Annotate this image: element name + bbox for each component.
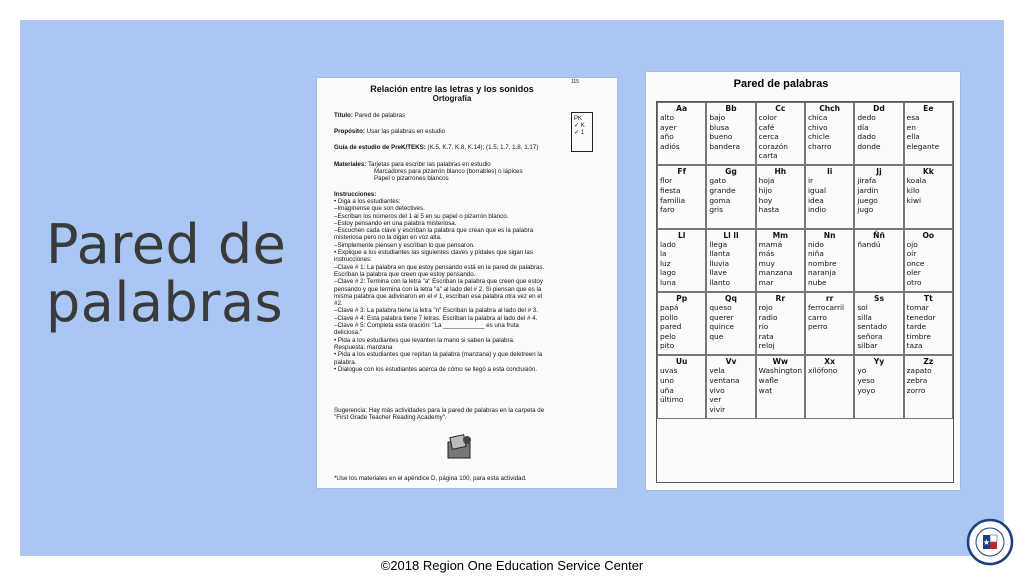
- word: Washington: [758, 366, 803, 376]
- word-wall-cell: [756, 229, 805, 292]
- word: otro: [906, 278, 922, 288]
- word: silla: [857, 312, 872, 322]
- materials-line-3: Papel o pizarrones blancos: [374, 175, 449, 182]
- letter-header: Ee: [923, 104, 934, 113]
- instruction-line: Respuesta: manzana: [334, 343, 393, 351]
- word: uno: [660, 375, 674, 385]
- word: quince: [709, 322, 735, 332]
- word: ventana: [709, 375, 740, 385]
- word: dado: [857, 132, 876, 142]
- letter-header: Ll ll: [723, 230, 739, 240]
- word: ver: [709, 395, 722, 405]
- word: señora: [857, 331, 883, 341]
- instruction-line: –Imagínense que son detectives.: [334, 205, 425, 213]
- word: chica: [807, 113, 828, 122]
- letter-header: Oo: [922, 230, 935, 240]
- letter-header: Jj: [876, 167, 882, 177]
- word: perro: [807, 322, 828, 332]
- word: koala: [906, 176, 927, 186]
- word: chivo: [807, 122, 828, 132]
- instruction-line: deliciosa.": [334, 329, 362, 337]
- instructions-heading: Instrucciones:: [334, 191, 377, 198]
- instruction-line: pensando y que termina con la letra "a" al lado del # 2. Si piensan que es la: [334, 285, 542, 293]
- word: llanto: [709, 278, 731, 288]
- letter-header: Xx: [824, 357, 836, 367]
- word: uvas: [660, 366, 678, 376]
- word-wall-cell: [904, 102, 953, 165]
- word: nombre: [807, 258, 837, 268]
- letter-header: Zz: [923, 357, 934, 367]
- word: yeso: [857, 375, 875, 385]
- word-wall-cell: [657, 102, 706, 165]
- word: luna: [660, 278, 676, 288]
- word: bandera: [709, 141, 741, 151]
- word: muy: [758, 258, 775, 268]
- copyright-footer: ©2018 Region One Education Service Center: [380, 558, 644, 573]
- word: lago: [660, 268, 676, 278]
- instruction-line: –Clave # 2: Termina con la letra "a" Escriban la palabra que creen que estoy: [334, 278, 543, 286]
- word: hijo: [758, 185, 772, 195]
- letter-header: Rr: [775, 293, 786, 303]
- word-wall-cell: [854, 292, 903, 355]
- word: color: [758, 113, 777, 122]
- word-wall-cell: [756, 165, 805, 228]
- word: flor: [660, 176, 673, 186]
- field-study-guide: Guía de estudio de PreK/TEKS: (K.5, K.7, K.8, K.14); (1.5, 1.7, 1.8, 1.17): [334, 144, 539, 151]
- word: hoja: [758, 176, 775, 186]
- word: sol: [857, 302, 868, 312]
- word: río: [758, 322, 769, 332]
- word-wall-document: [646, 72, 960, 490]
- word: ojo: [906, 239, 918, 249]
- word: manzana: [758, 268, 793, 278]
- instruction-line: –Simplemente piensen y escriban lo que pensaron.: [334, 241, 475, 249]
- word: wafle: [758, 375, 779, 385]
- word: xilófono: [807, 366, 838, 376]
- word-wall-cell: [706, 292, 755, 355]
- word: lluvia: [709, 258, 730, 268]
- instruction-line: palabra.: [334, 358, 357, 366]
- word: jardín: [857, 185, 879, 195]
- word: wat: [758, 385, 773, 395]
- word: carta: [758, 151, 778, 161]
- word-wall-cell: [854, 165, 903, 228]
- word: niña: [807, 249, 824, 259]
- word: carro: [807, 312, 827, 322]
- word: llave: [709, 268, 727, 278]
- word: igual: [807, 185, 826, 195]
- word: último: [660, 395, 684, 405]
- word: sentado: [857, 322, 888, 332]
- word: grande: [709, 185, 736, 195]
- word-wall-cell: [657, 165, 706, 228]
- letter-header: Ss: [873, 293, 884, 303]
- letter-header: rr: [825, 293, 834, 303]
- instruction-line: instrucciones:: [334, 256, 372, 264]
- field-purpose: Propósito: Usar las palabras en estudio: [334, 128, 446, 135]
- letter-header: Cc: [775, 104, 786, 113]
- word: gato: [709, 176, 726, 186]
- word: pelo: [660, 331, 676, 341]
- word: tenedor: [906, 312, 936, 322]
- word: corazón: [758, 141, 788, 151]
- word: ferrocarril: [807, 302, 845, 312]
- letter-header: Uu: [675, 357, 688, 367]
- field-title: Título: Pared de palabras: [334, 112, 406, 119]
- word: chicle: [807, 132, 830, 142]
- word: rojo: [758, 302, 773, 312]
- word: zapato: [906, 366, 932, 376]
- word: bueno: [709, 132, 733, 142]
- word: oler: [906, 268, 921, 278]
- word-wall-cell: [854, 355, 903, 418]
- word-wall-cell: [805, 355, 854, 418]
- word: café: [758, 122, 775, 132]
- word-wall-cell: [854, 102, 903, 165]
- word: ñandú: [857, 239, 881, 249]
- instruction-line: –Escriban los números del 1 al 5 en su papel o pizarrón blanco.: [334, 212, 509, 220]
- word: llanta: [709, 249, 731, 259]
- word-wall-cell: [706, 229, 755, 292]
- word: cerca: [758, 132, 779, 142]
- lesson-document: [317, 78, 617, 488]
- word: radio: [758, 312, 778, 322]
- word: lado: [660, 239, 676, 249]
- word: vivir: [709, 404, 726, 414]
- letter-header: Qq: [725, 293, 737, 303]
- reading-book-logo-icon: [445, 432, 475, 462]
- word: la: [660, 249, 667, 259]
- word: hoy: [758, 195, 773, 205]
- word-wall-cell: [904, 355, 953, 418]
- word: que: [709, 331, 724, 341]
- letter-header: Pp: [676, 293, 688, 303]
- word: llega: [709, 239, 728, 249]
- letter-header: Tt: [923, 293, 933, 303]
- instructions-list: [334, 198, 599, 373]
- word: hasta: [758, 205, 780, 215]
- word: reloj: [758, 341, 775, 351]
- word: querer: [709, 312, 734, 322]
- word: adiós: [660, 141, 680, 151]
- letter-header: Ff: [677, 167, 686, 177]
- word: silbar: [857, 341, 878, 351]
- word: rata: [758, 331, 774, 341]
- word: gris: [709, 205, 723, 215]
- word: ayer: [660, 122, 677, 132]
- word: nube: [807, 278, 827, 288]
- word: queso: [709, 302, 732, 312]
- word: yo: [857, 366, 867, 376]
- word-wall-cell: [854, 229, 903, 292]
- letter-header: Gg: [725, 167, 737, 177]
- word: kiwi: [906, 195, 922, 205]
- instruction-line: • Pida a los estudiantes que repitan la palabra (manzana) y que deletreen la: [334, 351, 543, 359]
- instruction-line: –Clave # 5: Completa esta oración: "La ____________ es una fruta: [334, 322, 519, 330]
- word-wall-cell: [805, 102, 854, 165]
- instruction-line: –Clave # 1: La palabra en que estoy pensando está en la pared de palabras.: [334, 263, 545, 271]
- word: taza: [906, 341, 923, 351]
- word-wall-cell: [904, 229, 953, 292]
- instruction-line: –Estoy pensando en una palabra misteriosa.: [334, 219, 457, 227]
- word: bajo: [709, 113, 726, 122]
- word: ir: [807, 176, 814, 186]
- word: yoyo: [857, 385, 876, 395]
- letter-header: Ii: [826, 167, 833, 177]
- letter-header: Hh: [774, 167, 787, 177]
- word: fiesta: [660, 185, 681, 195]
- field-materials: Materiales: Tarjetas para escribir las palabras en estudio: [334, 161, 491, 168]
- word: uña: [660, 385, 674, 395]
- word: jirafa: [857, 176, 877, 186]
- word-wall-cell: [756, 292, 805, 355]
- instruction-line: Escriban la palabra que creen que estoy pensando.: [334, 270, 476, 278]
- word-wall-cell: [657, 292, 706, 355]
- word: día: [857, 122, 869, 132]
- word: mar: [758, 278, 774, 288]
- letter-header: Bb: [725, 104, 737, 113]
- instruction-line: #2.: [334, 300, 343, 308]
- instruction-line: • Dialogue con los estudiantes acerca de cómo se llegó a esta conclusión.: [334, 365, 538, 373]
- word: más: [758, 249, 775, 259]
- word: oír: [906, 249, 917, 259]
- word: dedo: [857, 113, 876, 122]
- document-subtitle: Ortografía: [432, 94, 472, 103]
- letter-header: Mm: [772, 230, 789, 240]
- letter-header: Chch: [819, 104, 841, 113]
- word-wall-cell: [706, 102, 755, 165]
- region-one-seal-icon: [966, 518, 1014, 566]
- word: pollo: [660, 312, 678, 322]
- instruction-line: • Explique a los estudiantes las siguientes claves y pídales que sigan las: [334, 249, 533, 257]
- word-wall-cell: [706, 165, 755, 228]
- materials-line-2: Marcadores para pizarrón blanco (borrables) o lápices: [374, 168, 523, 175]
- word: familia: [660, 195, 686, 205]
- instruction-line: • Pida a los estudiantes que levanten la mano si saben la palabra.: [334, 336, 515, 344]
- word: tarde: [906, 322, 927, 332]
- word: donde: [857, 141, 881, 151]
- word: alto: [660, 113, 675, 122]
- grade-level-box: PK ✓ K ✓ 1: [571, 112, 593, 152]
- letter-header: Kk: [922, 167, 934, 177]
- word: juego: [857, 195, 878, 205]
- document-title: Relación entre las letras y los sonidos: [370, 84, 534, 94]
- word-wall-title: Pared de palabras: [733, 78, 829, 90]
- instruction-line: misma palabra que adivinaron en el # 1, escriban esa palabra otra vez en el: [334, 292, 543, 300]
- word: esa: [906, 113, 920, 122]
- word: vivo: [709, 385, 725, 395]
- page-number: 115: [571, 79, 579, 85]
- word: pito: [660, 341, 675, 351]
- word-wall-cell: [706, 355, 755, 418]
- word: vela: [709, 366, 725, 376]
- letter-header: Ll: [677, 230, 686, 240]
- materials-note: *Use los materiales en el apéndice D, página 100, para esta actividad.: [334, 475, 527, 482]
- letter-header: Ññ: [873, 230, 885, 240]
- word: once: [906, 258, 925, 268]
- word: jugo: [857, 205, 874, 215]
- word: zorro: [906, 385, 926, 395]
- letter-header: Vv: [725, 357, 737, 367]
- word: año: [660, 132, 674, 142]
- word-wall-grid: [656, 101, 954, 483]
- instruction-line: –Clave # 3: La palabra tiene la letra "n" Escriban la palabra al lado del # 3.: [334, 307, 538, 315]
- word: tomar: [906, 302, 929, 312]
- word: goma: [709, 195, 731, 205]
- word: elegante: [906, 141, 940, 151]
- letter-header: Aa: [676, 104, 688, 113]
- word-wall-cell: [904, 165, 953, 228]
- instruction-line: –Clave # 4: Esta palabra tiene 7 letras. Escriban la palabra al lado del # 4.: [334, 314, 538, 322]
- word-wall-cell: [756, 102, 805, 165]
- word: zebra: [906, 375, 928, 385]
- word: nido: [807, 239, 824, 249]
- word: blusa: [709, 122, 730, 132]
- word: en: [906, 122, 916, 132]
- word: naranja: [807, 268, 837, 278]
- letter-header: Ww: [772, 357, 789, 367]
- suggestion: Sugerencia: Hay más actividades para la pared de palabras en la carpeta de "First Grade Teacher Reading Academy".: [334, 407, 545, 422]
- word-wall-cell: [756, 355, 805, 418]
- letter-header: Dd: [873, 104, 885, 113]
- letter-header: Yy: [873, 357, 885, 367]
- word: faro: [660, 205, 675, 215]
- word: pared: [660, 322, 682, 332]
- word: kilo: [906, 185, 920, 195]
- word-wall-cell: [805, 292, 854, 355]
- word: luz: [660, 258, 671, 268]
- word: idea: [807, 195, 824, 205]
- slide-title: Pared de palabras: [46, 213, 287, 334]
- word: timbre: [906, 331, 931, 341]
- word-wall-cell: [657, 229, 706, 292]
- letter-header: Nn: [823, 230, 836, 240]
- word: charro: [807, 141, 832, 151]
- instruction-line: misteriosa pero no la digan en voz alta.: [334, 234, 442, 242]
- word: indio: [807, 205, 826, 215]
- word-wall-cell: [805, 229, 854, 292]
- instruction-line: • Diga a los estudiantes:: [334, 198, 401, 205]
- word: papá: [660, 302, 679, 312]
- word: mamá: [758, 239, 783, 249]
- word: ella: [906, 132, 920, 142]
- instruction-line: –Escuchen cada clave y escriban la palabra que crean que es la palabra: [334, 227, 534, 235]
- word-wall-cell: [904, 292, 953, 355]
- word-wall-cell: [657, 355, 706, 418]
- word-wall-cell: [805, 165, 854, 228]
